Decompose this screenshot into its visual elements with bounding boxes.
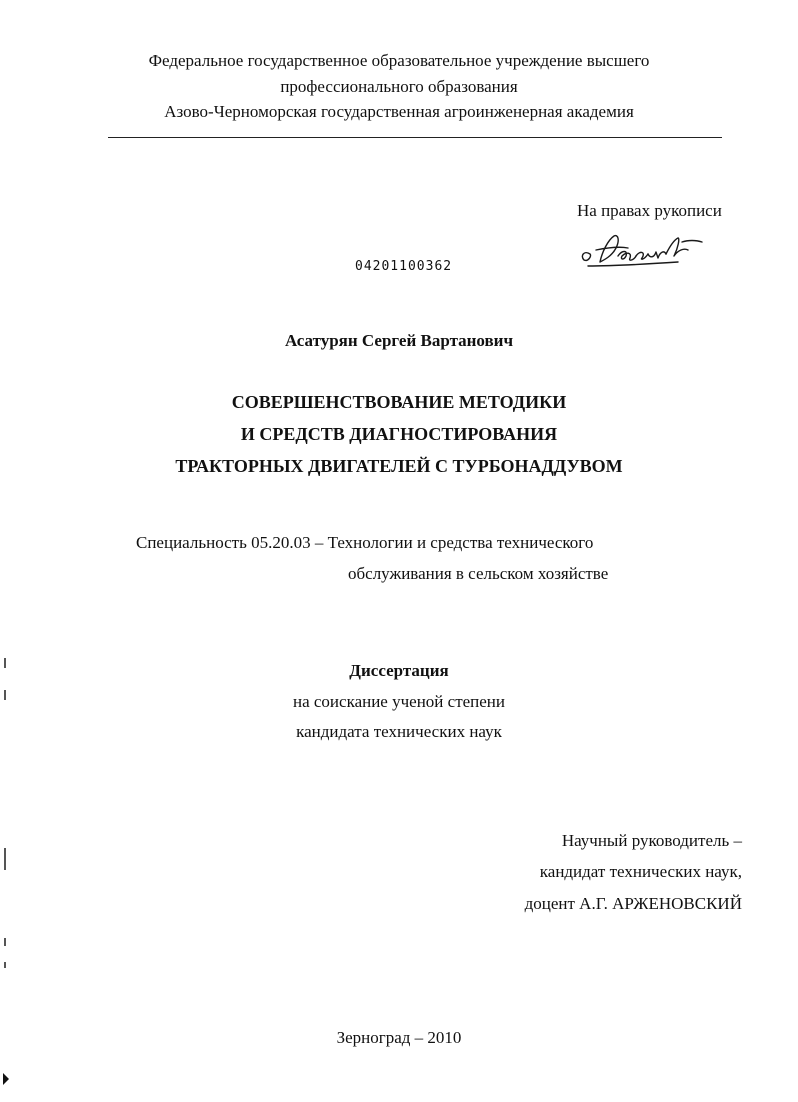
document-code: 04201100362 xyxy=(355,259,453,274)
dissertation-heading: Диссертация xyxy=(349,661,449,680)
supervisor-line-1: Научный руководитель – xyxy=(561,831,742,850)
specialty-line-2: обслуживания в сельском хозяйстве xyxy=(348,564,609,583)
title-line-2: И СРЕДСТВ ДИАГНОСТИРОВАНИЯ xyxy=(240,424,558,444)
institution-line-2: профессионального образования xyxy=(280,77,518,96)
dissertation-degree-line-2: кандидата технических наук xyxy=(296,722,502,741)
scan-mark xyxy=(4,658,6,668)
institution-line-3: Азово-Черноморская государственная агроинженерная академия xyxy=(164,102,634,121)
rights-note: На правах рукописи xyxy=(577,201,722,220)
title-line-1: СОВЕРШЕНСТВОВАНИЕ МЕТОДИКИ xyxy=(231,392,567,412)
title-line-3: ТРАКТОРНЫХ ДВИГАТЕЛЕЙ С ТУРБОНАДДУВОМ xyxy=(175,456,623,476)
scan-mark xyxy=(4,690,6,700)
author-name: Асатурян Сергей Вартанович xyxy=(284,331,514,350)
handwritten-signature xyxy=(578,226,706,276)
place-and-year: Зерноград – 2010 xyxy=(336,1028,462,1047)
scan-mark xyxy=(4,962,6,968)
scan-mark xyxy=(4,938,6,946)
scan-arrow-mark xyxy=(2,1072,10,1086)
specialty-line-1: Специальность 05.20.03 – Технологии и средства технического xyxy=(136,533,594,552)
institution-line-1: Федеральное государственное образовательное учреждение высшего xyxy=(148,51,650,70)
scan-mark xyxy=(4,848,6,870)
supervisor-line-3: доцент А.Г. АРЖЕНОВСКИЙ xyxy=(524,894,742,913)
header-divider xyxy=(108,137,722,138)
dissertation-degree-line-1: на соискание ученой степени xyxy=(292,692,506,711)
supervisor-line-2: кандидат технических наук, xyxy=(539,862,742,881)
